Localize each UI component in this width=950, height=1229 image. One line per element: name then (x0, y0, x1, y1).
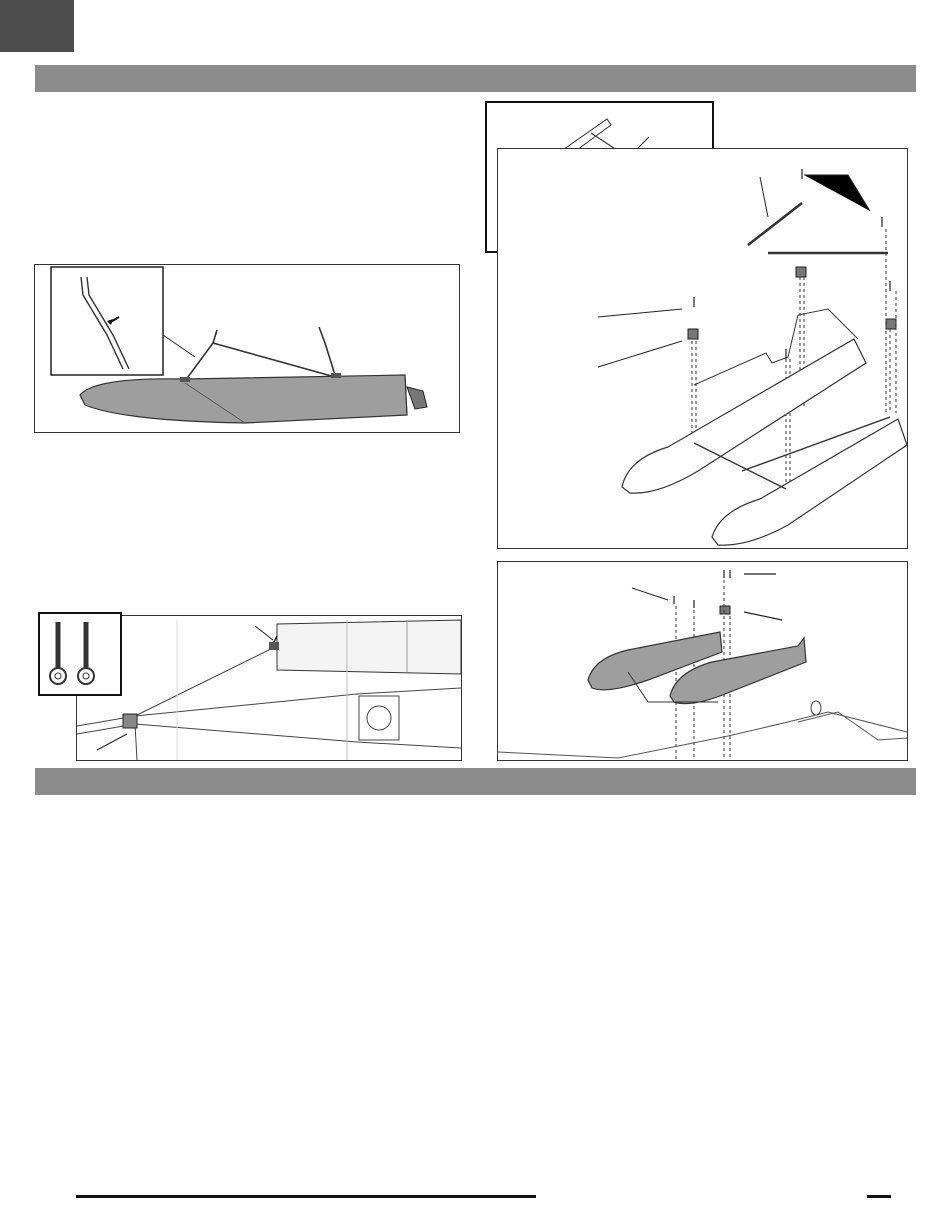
footer-page-number-rule (867, 1195, 891, 1198)
section-tab (0, 0, 74, 52)
rudder-cable-figure (76, 615, 462, 761)
float-strut-figure (34, 264, 460, 433)
float-assembly-exploded-figure (497, 148, 908, 549)
control-horn-inset (38, 612, 122, 696)
section-header-bar (35, 65, 916, 92)
floats-on-aircraft-figure (497, 561, 908, 761)
section-header-bar-2 (35, 768, 916, 795)
strut-inset (51, 267, 195, 375)
footer-rule (76, 1195, 536, 1198)
